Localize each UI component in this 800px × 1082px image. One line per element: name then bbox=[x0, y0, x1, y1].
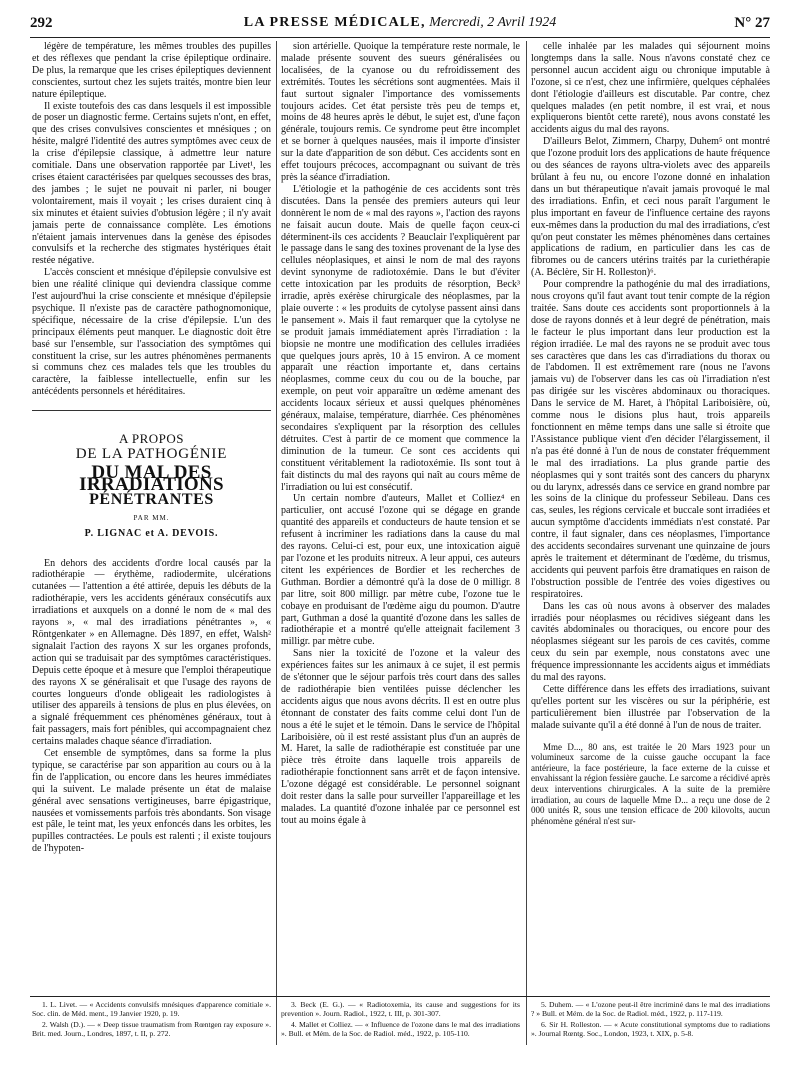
paragraph: Cet ensemble de symptômes, dans sa forme la plus typique, se caractérise par son apparition au cours ou à la fin de l'application, ou encore dans les heures immédiates qui la suivent. Le malade présente un état de malaise général avec sensations vertigineuses, barre épigastrique, nausées et vomissements parfois très abondants. Son visage est pâle, le teint mat, les yeux enfoncés dans les orbites, les pupilles contractées. Le pouls est ralenti ; il existe toujours de l'hypoten- bbox=[32, 748, 271, 855]
byline-label: PAR MM. bbox=[133, 513, 170, 522]
case-paragraph: Mme D..., 80 ans, est traitée le 20 Mars 1923 pour un volumineux sarcome de la cuisse gauche occupant la face antérieure, la face postérieure, la face externe de la cuisse et envahissant la région fessière gauche. Le sarcome a récidivé après deux interventions chirurgicales. A la suite de la première irradiation, au cours de laquelle Mme D... a reçu une dose de 2 000 unités R, sous une tension efficace de 200 kilovolts, aucun phénomène général n'est sur- bbox=[531, 741, 770, 826]
column-divider bbox=[526, 41, 527, 1045]
paragraph: L'étiologie et la pathogénie de ces accidents sont très discutées. Dans la pensée des premiers auteurs qui leur donnèrent le nom de « mal des rayons », l'action des rayons ne faisait aucun doute. Mais de quelle façon ceux-ci déterminent-ils ces accidents ? Beauclair l'expliquèrent par le passage dans le sang des toxines provenant de la lyse des cellules néoplasiques, et ainsi le nom de mal des rayons devint synonyme de radiotoxémie. Dans le but d'éviter cette intoxication par les produits de résorption, Beck³ irradie, après exérèse chirurgicale des néoplasmes, par la plaie ouverte : « les produits de cytolyse passent ainsi dans le pansement ». Mais il faut remarquer que la cytolyse ne se produit jamais immédiatement après l'irradiation : la biopsie ne montre une modification des cellules irradiées que quelques jours après, 10 à 15 environ. A ce moment apparaît une réaction importante et, dans certains néoplasmes, comme ceux du cou ou de la bouche, par exemple, on peut voir apparaître un œdème amenant des accidents locaux sérieux et aussi quelques phénomènes généraux, malaise, température, diarrhée. Ces phénomènes secondaires s'expliquent par la résorption des cellules détruites. C'est à partir de ce moment que commence la diminution de la tumeur. Ce sont ces accidents qui constituent véritablement la radiotoxémie. Ils sont tout à fait distincts du mal des rayons qui naît au cours même de l'irradiation ou lui est consécutif. bbox=[281, 183, 520, 493]
paragraph: sion artérielle. Quoique la température reste normale, le malade présente souvent des sueurs généralisées ou localisées, de la cyanose ou du refroidissement des extrémités. Toutes les sécrétions sont augmentées. Mais il faut surtout signaler l'importance des vomissements toujours acides. Cet état persiste très peu de temps et, moins de 48 heures après le début, le sujet est, d'une façon générale, toujours remis. Ce syndrome peut être incomplet et se borner à quelques nausées, mais il importe d'insister sur la date d'apparition de son début. Ces accidents sont en effet toujours précoces, accompagnant ou suivant de très près la séance d'irradiation. bbox=[281, 41, 520, 183]
page-number: 292 bbox=[30, 15, 53, 31]
article-title-2: PÉNÉTRANTES bbox=[89, 490, 214, 508]
article-authors: P. LIGNAC et A. DEVOIS. bbox=[84, 527, 219, 539]
paragraph: Dans les cas où nous avons à observer des malades irradiés pour néoplasmes ou récidives siégeant dans les cavités abdominales ou thoraciques, ou encore pour des néoplasmes siégeant sur les parois de ces cavités, comme ceux du sein par exemple, nous constatons avec une fréquence impressionnante les accidents aigus et immédiats du mal des rayons. bbox=[531, 600, 770, 684]
article-separator bbox=[32, 410, 271, 411]
paragraph: En dehors des accidents d'ordre local causés par la radiothérapie — érythème, radiodermite, ulcérations cutanées — l'attention a été attirée, depuis les débuts de la radiothérapie, vers les accidents généraux consécutifs aux irradiations et auxquels on a donné le nom de « mal des rayons », « mal des irradiations pénétrantes », « Röntgenkater » en Allemagne. Dès 1897, en effet, Walsh² signalait l'action des rayons X sur les organes profonds, action qui se traduisait par des symptômes caractéristiques. Depuis cette époque et à mesure que l'emploi thérapeutique des rayons X se généralisait et que l'usage des rayons de courtes longueurs d'onde obligeait les radiologistes à utiliser des appareils à tensions de plus en plus élevées, on a signalé fréquemment ces phénomènes généraux, tout à fait passagers, mais fort pénibles, qui accompagnaient chez certains malades chaque séance d'irradiation. bbox=[32, 557, 271, 748]
paragraph: celle inhalée par les malades qui séjournent moins longtemps dans la salle. Nous n'avons constaté chez ce personnel aucun accident aigu ou chronique imputable à l'ozone, si ce n'est, chez une infirmière, quelques céphalées dont l'étiologie d'ailleurs est discutable. Par contre, chez quelques malades (en petit nombre, il est vrai, et nous expliquerons bientôt cette rareté), nous avons constaté les accidents aigus du mal des rayons. bbox=[531, 41, 770, 136]
running-header bbox=[30, 15, 770, 35]
paragraph: D'ailleurs Belot, Zimmern, Charpy, Duhem⁵ ont montré que l'ozone produit lors des applications de haute fréquence ou des séances de rayons ultra-violets avec des appareils brûlant à feu nu, ou encore l'ozone donné en inhalation dans un but thérapeutique n'avait jamais provoqué le mal des irradiations. Enfin, et ceci nous paraît l'argument le plus important en faveur de l'influence certaine des rayons eux-mêmes dans la production du mal des irradiations, c'est qu'on peut constater les mêmes phénomènes dans certaines applications de radium, en particulier dans les cas de fibromes ou de cancers utérins traités par la curiethérapie (A. Béclère, Sir H. Rolleston)⁶. bbox=[531, 136, 770, 279]
text-column-1 bbox=[32, 41, 271, 993]
footnote: 4. Mallet et Colliez. — « Influence de l'ozone dans le mal des irradiations ». Bull. et Mém. de la Soc. de Radiol. méd., 1922, p. 105-110. bbox=[281, 1020, 520, 1038]
paragraph: Il existe toutefois des cas dans lesquels il est impossible de poser un diagnostic ferme. Certains sujets n'ont, en effet, que des crises convulsives conscientes et mnésiques ; on hésite, malgré l'identité des autres symptômes avec ceux de la crise d'épilepsie classique, à admettre leur nature comitiale. Dans une observation rapportée par Livet¹, les crises étaient caractérisées par quelques secousses des bras, des jambes ; le sujet ne pouvait ni parler, ni bouger volontairement, mais il voyait ; les crises duraient cinq à six minutes et étaient suivies d'obtusion légère ; il n'y avait jamais perte de connaissance complète. Les émotions n'étaient jamais intervenues dans la genèse des épisodes convulsifs et la recherche des stigmates hystériques était restée négative. bbox=[32, 100, 271, 267]
footnote: 2. Walsh (D.). — « Deep tissue traumatism from Rœntgen ray exposure ». Brit. med. Journ., Londres, 1897, t. II, p. 272. bbox=[32, 1020, 271, 1038]
header-rule bbox=[30, 37, 770, 38]
journal-title bbox=[30, 15, 770, 31]
paragraph: Un certain nombre d'auteurs, Mallet et Colliez⁴ en particulier, ont accusé l'ozone qui se dégage en grande quantité des appareils et conducteurs de haute tension et se refusent à incriminer les radiations dans la cause du mal des rayons. Celui-ci est, pour eux, une intoxication aiguë par l'ozone et les produits nitreux. A leur appui, ces auteurs citent les expériences de Bordier et les recherches de Guthman. Bordier a démontré qu'à la dose de 0 milligr. 8 par litre, soit 800 milligr. par mètre cube, l'ozone tue le cobaye en produisant de l'œdème aigu du poumon. D'autre part, Guthman a dosé la quantité d'ozone dans les salles de radiothérapie et a montré qu'elle atteignait facilement 3 milligr. par mètre cube. bbox=[281, 493, 520, 648]
footnote: 3. Beck (E. G.). — « Radiotoxemia, its cause and suggestions for its prevention ». Journ. Radiol., 1922, t. III, p. 301-307. bbox=[281, 1000, 520, 1018]
issue-date: Mercredi, 2 Avril 1924 bbox=[429, 15, 557, 30]
footnotes-column-1 bbox=[32, 1000, 271, 1040]
article-heading bbox=[32, 433, 271, 539]
paragraph: Pour comprendre la pathogénie du mal des irradiations, nous croyons qu'il faut avant tout tenir compte de la région traitée. Sans doute ces accidents sont proportionnels à la dose de rayons donnés et à leur degré de pénétration, mais le facteur le plus important dans leur production est la région irradiée. Le mal des rayons ne se produit avec tous ses caractères que dans les cas d'irradiations du thorax ou de l'abdomen. Il est extrêmement rare (nous ne l'avons jamais vu) de l'observer dans les cas où l'irradiation n'est pas dirigée sur les viscères abdominaux ou thoraciques. Dans le service de M. Haret, à l'hôpital Lariboisière, où, comme nous le disions plus haut, trois appareils fonctionnent en même temps dans une salle si étroite que l'Assistance publique vient d'en décider l'élargissement, il n'a pas été donné à l'un de nous de constater fréquemment le mal des irradiations. La plus grande partie des néoplasmes qui y sont traités sont des cancers du pharynx ou du larynx, adressés dans ce service en grand nombre par les soins de la clinique du professeur Sebileau. Dans ces cas, seules, les régions cervicale et buccale sont irradiées et aucun symptôme d'accidents immédiats n'est constaté. Par contre, il faut signaler, dans ces néoplasmes, l'importance des accidents secondaires survenant une quinzaine de jours après le traitement et déterminant de l'œdème, du trismus, accidents qui peuvent parfois être dramatiques en raison de l'obstruction possible de l'entrée des voies digestives ou respiratoires. bbox=[531, 279, 770, 600]
text-column-2 bbox=[281, 41, 520, 993]
article-title: DU MAL DES IRRADIATIONS bbox=[79, 462, 224, 495]
text-column-3 bbox=[531, 41, 770, 993]
footnote-rule bbox=[30, 996, 770, 997]
footnote: 5. Duhem. — « L'ozone peut-il être incriminé dans le mal des irradiations ? » Bull. et Mém. de la Soc. de Radiol. méd., 1922, p. 117-119. bbox=[531, 1000, 770, 1018]
paragraph: Sans nier la toxicité de l'ozone et la valeur des expériences faites sur les animaux à ce sujet, il est permis de s'étonner que le séjour parfois très court dans des salles de radiothérapie bien ventilées puisse déclencher les accidents aigus que nous avons décrits. Il est en outre plus étonnant de constater des faits comme celui dont l'un de nous a été le sujet et le témoin. Dans le service de l'hôpital Lariboisière, où il est resté assistant plus d'un an auprès de M. Haret, la salle de radiothérapie est constituée par une pièce très étroite dans laquelle trois appareils de radiothérapie fonctionnent sans arrêt et de façon intensive. L'ozone dégagé est considérable. Le personnel soignant doit rester dans la salle pour surveiller l'appareillage et les malades. La quantité d'ozone inhalée par ce personnel est tout au moins égale à bbox=[281, 648, 520, 826]
footnote: 6. Sir H. Rolleston. — « Acute constitutional symptoms due to radiations ». Journal Rœntg. Soc., London, 1923, t. XIX, p. 5-8. bbox=[531, 1020, 770, 1038]
column-divider bbox=[276, 41, 277, 1045]
paragraph: L'accès conscient et mnésique d'épilepsie convulsive est bien une réalité clinique qui deviendra classique comme l'est aujourd'hui la crise consciente et mnésique d'épilepsie psychique. Il n'existe pas de caractère pathognomonique, spécifique, nécessaire de la crise d'épilepsie. L'un des principaux éléments peut manquer. Le diagnostic doit être basé sur l'ensemble, sur l'association des symptômes qui constituent la crise, sur les autres phénomènes permanents si communs chez ces malades tels que les troubles du caractère, la faiblesse intellectuelle, enfin sur les antécédents personnels et héréditaires. bbox=[32, 267, 271, 398]
paragraph: légère de température, les mêmes troubles des pupilles et des réflexes que pendant la crise épileptique ordinaire. De plus, la remarque que les crises épileptiques deviennent conscientes, surtout chez les sujets traités, montre bien leur nature épileptique. bbox=[32, 41, 271, 100]
issue-number: N° 27 bbox=[734, 15, 770, 31]
paragraph: Cette différence dans les effets des irradiations, suivant qu'elles portent sur les viscères ou sur la périphérie, est particulièrement bien illustrée par l'observation de la malade suivante qu'il a été donné à l'un de nous de traiter. bbox=[531, 683, 770, 731]
article-kicker-2: DE LA PATHOGÉNIE bbox=[75, 446, 228, 463]
case-report bbox=[531, 742, 770, 827]
footnotes-column-3 bbox=[531, 1000, 770, 1040]
footnotes-column-2 bbox=[281, 1000, 520, 1040]
article-kicker: A PROPOS bbox=[118, 431, 185, 447]
footnote: 1. L. Livet. — « Accidents convulsifs mnésiques d'apparence comitiale ». Soc. clin. de Méd. ment., 19 Janvier 1920, p. 19. bbox=[32, 1000, 271, 1018]
journal-name: LA PRESSE MÉDICALE, bbox=[243, 15, 426, 30]
